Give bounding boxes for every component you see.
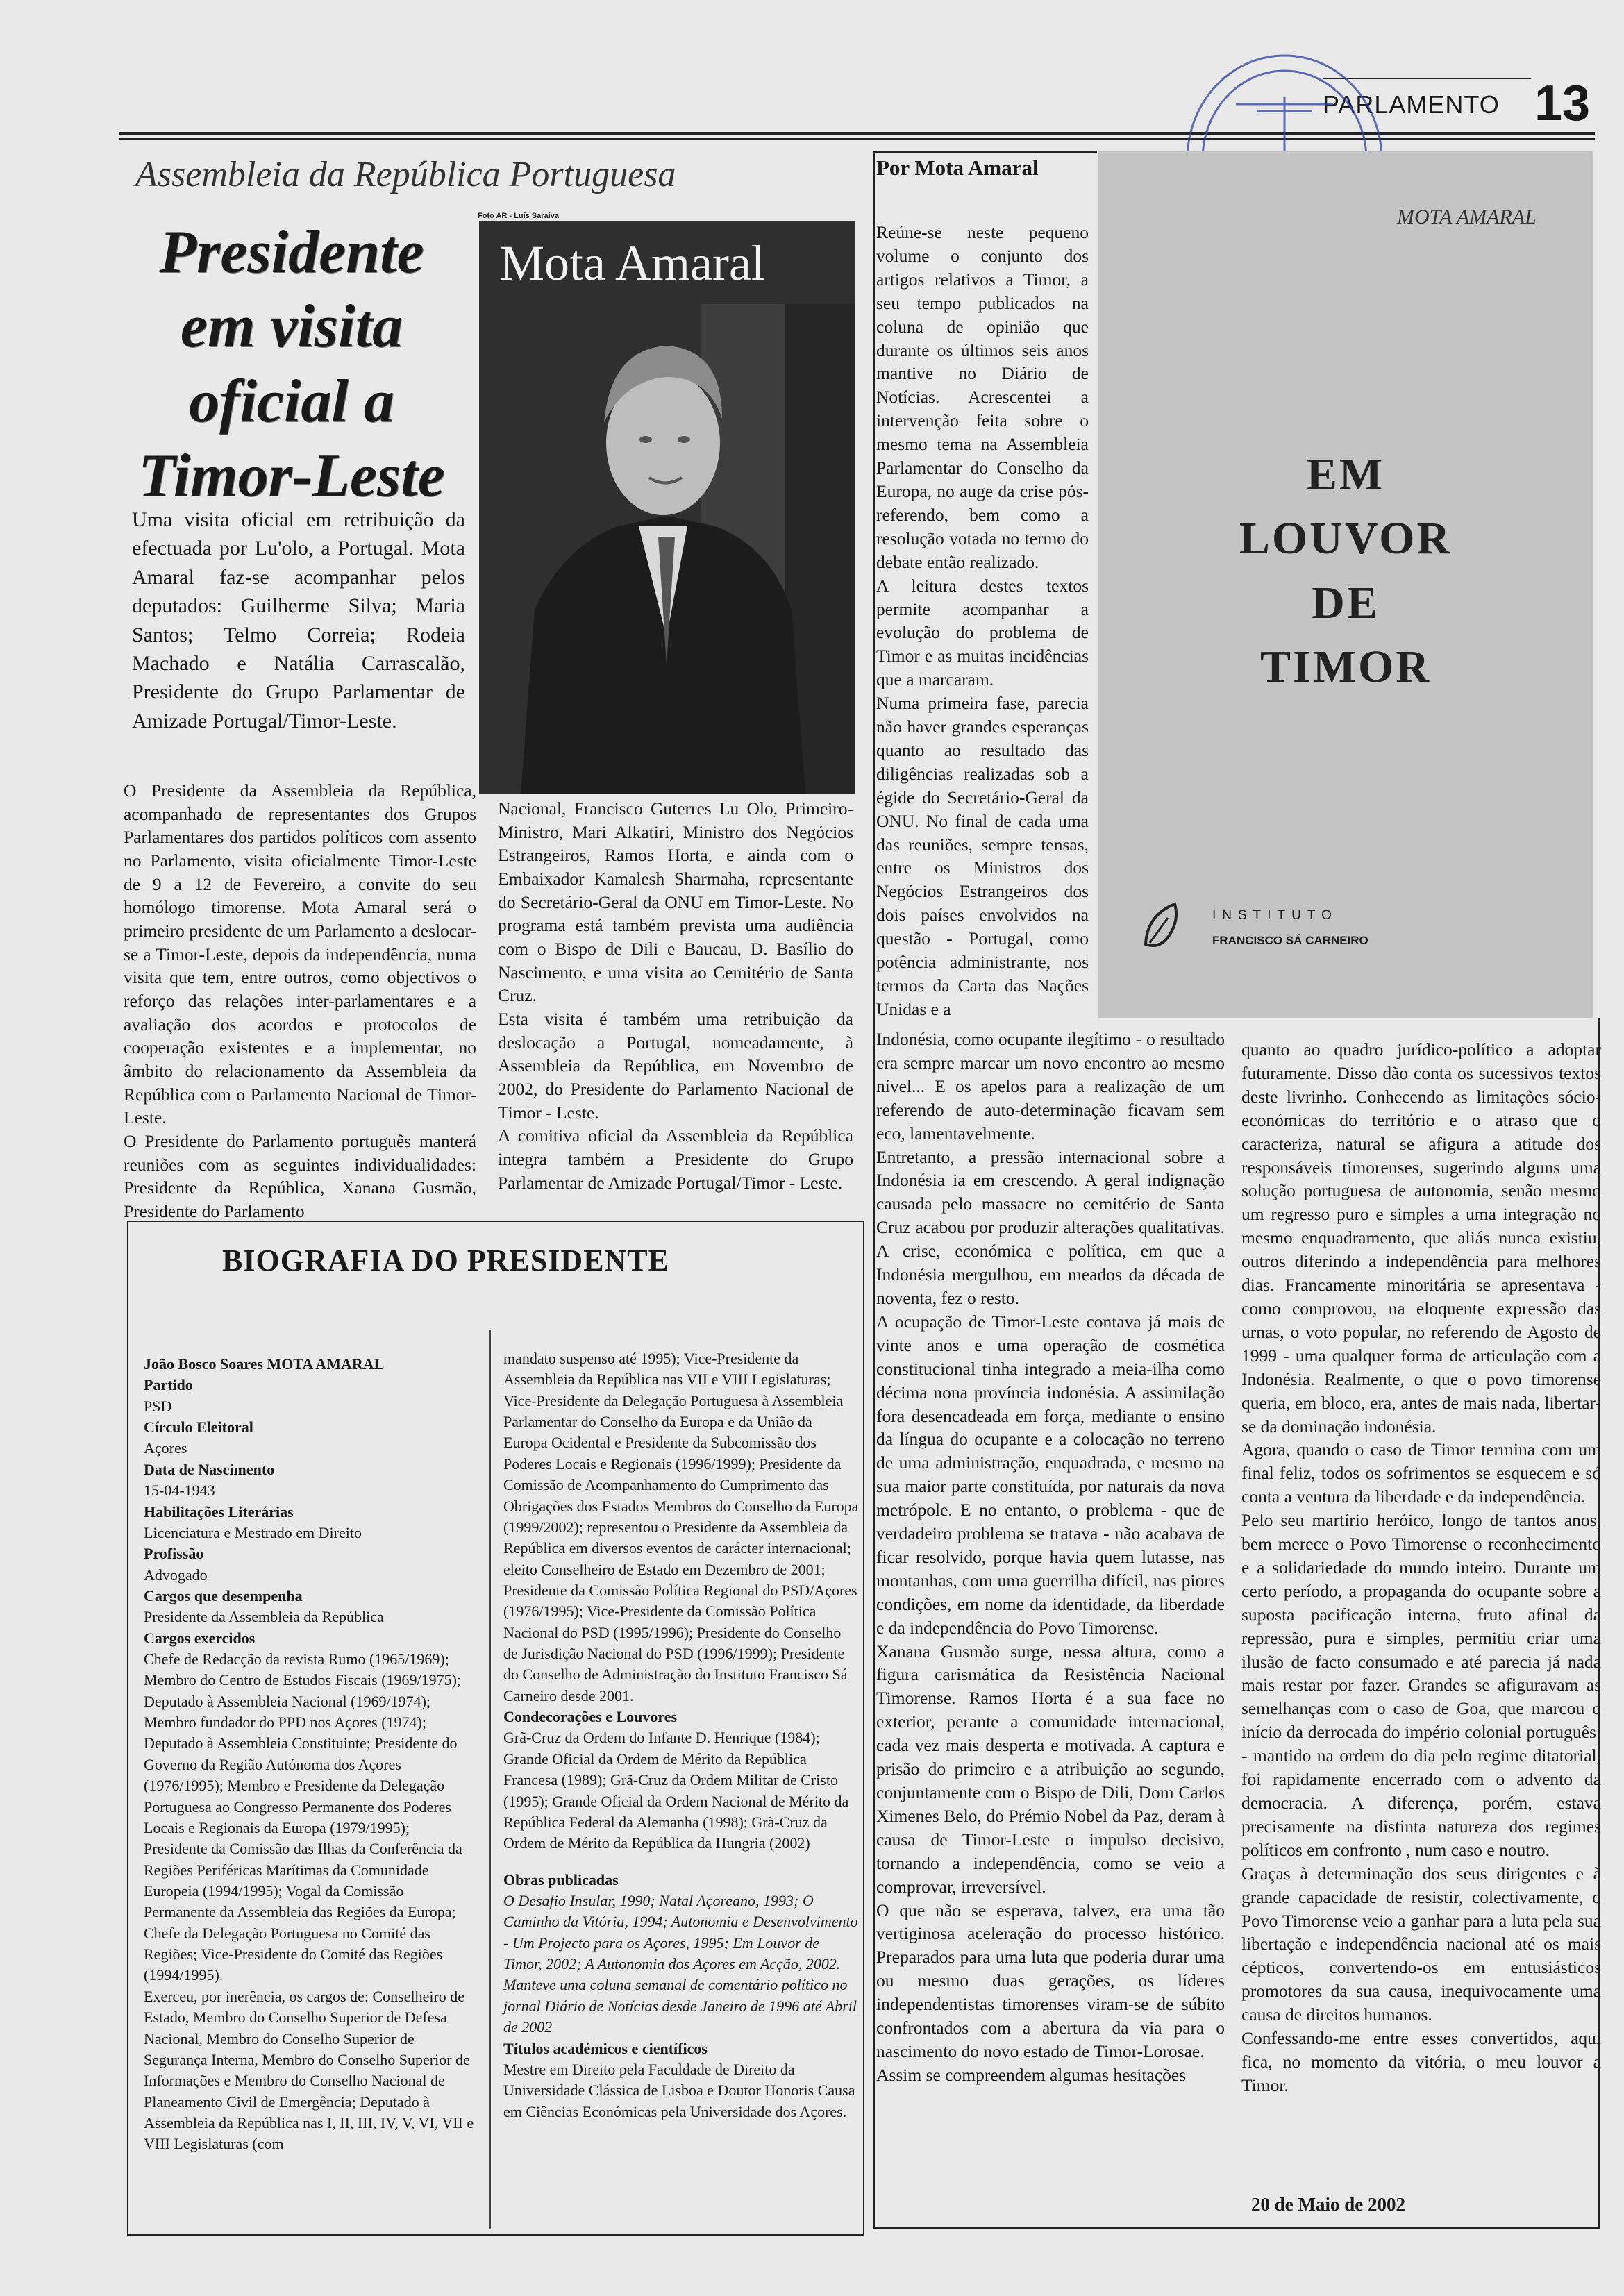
bio-label: Condecorações e Louvores — [503, 1708, 678, 1726]
book-title-line: EM — [1306, 449, 1385, 500]
paragraph: Esta visita é também uma retribuição da deslocação a Portugal, nomeadamente, à Assembleia da República, em Novembro de 2002, do Presidente do Parlamento Nacional de Timor - Leste. — [498, 1008, 853, 1123]
bio-label: Data de Nascimento — [144, 1460, 275, 1478]
bio-name: João Bosco Soares MOTA AMARAL — [144, 1355, 385, 1373]
bio-value: O Desafio Insular, 1990; Natal Açoreano, 1993; O Caminho da Vitória, 1994; Autonomia e Desenvolvimento - Um Projecto para os Açores, 1995; Em Louvor de Timor, 2002; A Autonomia dos Açores em Acção, 2002. Manteve uma coluna semanal de comentário político no jornal Diário de Notícias desde Janeiro de 1996 até Abril de 2002 — [503, 1891, 858, 2036]
publisher-name-line-2: FRANCISCO SÁ CARNEIRO — [1212, 934, 1368, 947]
bio-value: 15-04-1943 — [144, 1482, 215, 1500]
paragraph: Confessando-me entre esses convertidos, aqui fica, no momento da vitória, o meu louvor a Timor. — [1241, 2028, 1601, 2095]
headline-line: em visita — [180, 293, 403, 361]
opinion-bottom-rule — [873, 2227, 1599, 2229]
headline-line: oficial a — [189, 367, 394, 435]
paragraph: O Presidente do Parlamento português manterá reuniões com as seguintes individualidades: Presidente da República, Xanana Gusmão, Presidente do Parlamento — [124, 1130, 476, 1221]
biography-divider — [489, 1330, 491, 2229]
article-kicker: Assembleia da República Portuguesa — [135, 155, 676, 194]
bio-label: Cargos exercidos — [144, 1629, 256, 1647]
portrait-illustration — [479, 221, 855, 794]
bio-value: Mestre em Direito pela Faculdade de Direito da Universidade Clássica de Lisboa e Doutor Honoris Causa em Ciências Económicas pela Universidade dos Açores. — [503, 2060, 855, 2120]
publisher-logo-icon — [1140, 901, 1184, 957]
photo-title: Mota Amaral — [500, 235, 765, 291]
article-headline — [132, 215, 451, 513]
biography-title: BIOGRAFIA DO PRESIDENTE — [222, 1243, 670, 1277]
bio-value: Exerceu, por inerência, os cargos de: Conselheiro de Estado, Membro do Conselho Superior de Defesa Nacional, Membro do Conselho Superior de Segurança Interna, Membro do Conselho Superior de Informações e Membro do Conselho Nacional de Planeamento Civil de Emergência; Deputado à Assembleia da República nas I, II, III, IV, V, VI, VII e VIII Legislaturas (com — [144, 1987, 474, 2153]
photo-credit: Foto AR - Luís Saraiva — [478, 212, 559, 220]
paragraph: Pelo seu martírio heróico, longo de tantos anos, bem merece o Povo Timorense o reconhecimento e a solidariedade do mundo inteiro. Durante um certo período, a propaganda do ocupante sobre a suposta pacificação interna, fruto afinal da repressão, pura e simples, permitiu criar uma ilusão de facto consumado e até parecia já nada mais restar por fazer. Grandes se afiguravam as semelhanças com o caso de Goa, que marcou o início da derrocada do império colonial português: - mantido na ordem do dia pelo regime ditatorial, foi rapidamente encerrado com o advento da democracia. A diferença, porém, estava precisamente na distinta natureza dos regimes políticos em confronto , num caso e noutro. — [1241, 1510, 1601, 1860]
paragraph: quanto ao quadro jurídico-político a adoptar futuramente. Disso dão conta os sucessivos textos deste livrinho. Conhecendo as limitações sócio-económicas do território e o atraso que o caracteriza, natural se afigura a atitude dos responsáveis timorenses, sugerindo alguns uma solução portuguesa de autonomia, senão mesmo um regresso puro e simples a uma integração no mesmo enquadramento, que aliás nunca existiu, outros diferindo a independência para melhores dias. Francamente minoritária se apresentava - como comprovou, na eloquente expressão das urnas, o voto popular, no referendo de Agosto de 1999 - uma qualquer forma de articulação com a Indonésia. Realmente, o que o povo timorense queria, em bloco, era, antes de mais nada, libertar-se da dominação indonésia. — [1241, 1039, 1601, 1436]
paragraph: Graças à determinação dos seus dirigentes e à grande capacidade de resistir, colectivamente, o Povo Timorense veio a ganhar para a luta pela sua libertação e independência nacional até os mais cépticos, convertendo-os em entusiásticos promotores da sua causa, inequivocamente uma causa de direitos humanos. — [1241, 1863, 1601, 2025]
book-title-line: LOUVOR — [1239, 513, 1453, 564]
article-lead: Uma visita oficial em retribuição da efectuada por Lu'olo, a Portugal. Mota Amaral faz-se acompanhar pelos deputados: Guilherme Silva; Maria Santos; Telmo Correia; Rodeia Machado e Natália Carrascalão, Presidente do Grupo Parlamentar de Amizade Portugal/Timor-Leste. — [132, 508, 465, 732]
bio-value: PSD — [144, 1397, 172, 1415]
bio-label: Profissão — [144, 1545, 204, 1563]
paragraph: Indonésia, como ocupante ilegítimo - o resultado era sempre marcar um novo encontro ao mesmo nível... E os apelos para a realização de um referendo de auto-determinação ficavam sem eco, lamentavelmente. — [876, 1029, 1225, 1143]
book-cover-image — [1098, 151, 1593, 1018]
opinion-column-1-continued — [876, 1028, 1225, 2087]
bio-label: Habilitações Literárias — [144, 1502, 294, 1520]
bio-label: Cargos que desempenha — [144, 1586, 303, 1604]
bio-label: Obras publicadas — [503, 1870, 619, 1888]
book-title — [1098, 443, 1593, 700]
biography-column-1 — [144, 1354, 477, 2155]
headline-line: Timor-Leste — [138, 442, 445, 510]
article-body-column-1 — [124, 779, 476, 1223]
section-label: PARLAMENTO — [1323, 90, 1500, 119]
paragraph: A ocupação de Timor-Leste contava já mais de vinte anos e uma operação de cosmética constitucional tinha integrado a meia-ilha como décima nona província indonésia. A assimilação fora desencadeada em força, mediante o ensino da língua do ocupante e a colocação no terreno de uma administração, enquadrada, e mesmo na sua maior parte constituída, por naturais da nova metrópole. E no entanto, o problema - que de verdadeiro problema se tratava - não acabava de ficar resolvido, porque havia quem lutasse, nas montanhas, com uma guerrilha difícil, nas piores condições, em nome da identidade, da liberdade e da independência do Povo Timorense. — [876, 1311, 1225, 1638]
opinion-column-1 — [876, 221, 1089, 1021]
paragraph: O Presidente da Assembleia da República, acompanhado de representantes dos Grupos Parlamentares dos partidos políticos com assento no Parlamento, visita oficialmente Timor-Leste de 9 a 12 de Fevereiro, a convite do seu homólogo timorense. Mota Amaral será o primeiro presidente de um Parlamento a deslocar-se a Timor-Leste, depois da independência, numa visita que tem, entre outros, como objectivos o reforço das relações inter-parlamentares e a avaliação dos acordos e protocolos de cooperação existentes e a implementar, no âmbito do relacionamento da Assembleia da República com o Parlamento Nacional de Timor-Leste. — [124, 780, 476, 1128]
opinion-date: 20 de Maio de 2002 — [1251, 2194, 1405, 2215]
opinion-column-2 — [1241, 1038, 1601, 2097]
spacer — [503, 1854, 859, 1870]
paragraph: Xanana Gusmão surge, nessa altura, como a figura carismática da Resistência Nacional Timorense. Ramos Horta é a sua face no exterior, perante a comunidade internacional, cada vez mais desperta e motivada. A captura e prisão do primeiro e a atribuição ao segundo, conjuntamente com o Bispo de Dili, Dom Carlos Ximenes Belo, do Prémio Nobel da Paz, deram à causa de Timor-Leste o impulso decisivo, tornando a independência, como se veio a comprovar, irreversível. — [876, 1641, 1225, 1897]
paragraph: Numa primeira fase, parecia não haver grandes esperanças quanto ao resultado das diligências realizadas sob a égide do Secretário-Geral da ONU. No final de cada uma das reuniões, sempre tensas, entre os Ministros dos Negócios Estrangeiros dos dois países envolvidos na questão - Portugal, como potência administrante, nos termos da Carta das Nações Unidas e a — [876, 693, 1089, 1019]
bio-label: Títulos académicos e científicos — [503, 2039, 708, 2057]
book-title-line: TIMOR — [1260, 642, 1431, 693]
bio-value: mandato suspenso até 1995); Vice-Presidente da Assembleia da República nas VII e VIII Legislaturas; Vice-Presidente da Delegação Portuguesa à Assembleia Parlamentar do Conselho da Europa e da União da Europa Ocidental e Presidente da Subcomissão dos Poderes Locais e Regionais (1996/1999); Presidente da Comissão de Acompanhamento do Cumprimento das Obrigações dos Estados Membros do Conselho da Europa (1999/2002); representou o Presidente da Assembleia da República em diversos eventos de carácter internacional; eleito Conselheiro de Estado em Dezembro de 2001; Presidente da Comissão Política Regional do PSD/Açores (1976/1995); Vice-Presidente da Comissão Política Nacional do PSD (1995/1996); Presidente do Conselho de Jurisdição Nacional do PSD (1996/1999); Presidente do Conselho de Administração do Instituto Francisco Sá Carneiro desde 2001. — [503, 1350, 859, 1704]
biography-column-2 — [503, 1348, 859, 2122]
bio-label: Partido — [144, 1376, 193, 1394]
bio-value: Chefe de Redacção da revista Rumo (1965/1969); Membro do Centro de Estudos Fiscais (1969/1975); Deputado à Assembleia Nacional (1969/1974); Membro fundador do PPD nos Açores (1974); Deputado à Assembleia Constituinte; Presidente do Governo da Região Autónoma dos Açores (1976/1995); Membro e Presidente da Delegação Portuguesa ao Congresso Permanente dos Poderes Locais e Regionais da Europa (1979/1995); Presidente da Comissão das Ilhas da Conferência da Regiões Periféricas Marítimas da Comunidade Europeia (1994/1995); Vogal da Comissão Permanente da Assembleia das Regiões da Europa; Chefe da Delegação Portuguesa no Comité das Regiões; Vice-Presidente do Comité das Regiões (1994/1995). — [144, 1650, 462, 1984]
bio-value: Grã-Cruz da Ordem do Infante D. Henrique (1984); Grande Oficial da Ordem de Mérito da República Francesa (1989); Grã-Cruz da Ordem Militar de Cristo (1995); Grande Oficial da Ordem Nacional de Mérito da República Federal da Alemanha (1998); Grã-Cruz da Ordem de Mérito da República da Hungria (2002) — [503, 1729, 849, 1852]
page-number: 13 — [1534, 76, 1591, 131]
paragraph: Assim se compreendem algumas hesitações — [876, 2064, 1187, 2085]
paragraph: A comitiva oficial da Assembleia da República integra também a Presidente do Grupo Parlamentar de Amizade Portugal/Timor - Leste. — [498, 1125, 853, 1193]
bio-value: Presidente da Assembleia da República — [144, 1608, 384, 1626]
book-title-line: DE — [1312, 577, 1380, 628]
paragraph: Entretanto, a pressão internacional sobre a Indonésia ia em crescendo. A geral indignação causada pelo massacre no cemitério de Santa Cruz acabou por produzir alterações qualitativas. A crise, económica e política, em que a Indonésia mergulhou, em meados da década de noventa, fez o resto. — [876, 1146, 1225, 1308]
publisher-name-line-1: INSTITUTO — [1212, 908, 1338, 923]
biography-box — [127, 1221, 864, 2236]
headline-line: Presidente — [159, 219, 424, 286]
opinion-byline: Por Mota Amaral — [876, 156, 1039, 180]
paragraph: Agora, quando o caso de Timor termina com um final feliz, todos os sofrimentos se esquecem e só conta a ventura da liberdade e da independência. — [1241, 1439, 1601, 1507]
paragraph: Reúne-se neste pequeno volume o conjunto dos artigos relativos a Timor, a seu tempo publicados na coluna de opinião que durante os últimos seis anos mantive no Diário de Notícias. Acrescentei a intervenção feita sobre o mesmo tema na Assembleia Parlamentar do Conselho da Europa, no auge da crise pós-referendo, bem como a resolução votada no termo do debate então realizado. — [876, 222, 1089, 572]
bio-label: Círculo Eleitoral — [144, 1418, 253, 1436]
portrait-photo — [479, 221, 855, 794]
bio-value: Açores — [144, 1439, 187, 1457]
book-author: MOTA AMARAL — [1397, 206, 1537, 228]
bio-value: Advogado — [144, 1566, 208, 1584]
paragraph: A leitura destes textos permite acompanhar a evolução do problema de Timor e as muitas incidências que a marcaram. — [876, 575, 1089, 690]
paragraph: Nacional, Francisco Guterres Lu Olo, Primeiro-Ministro, Mari Alkatiri, Ministro dos Negócios Estrangeiros, Ramos Horta, e ainda com o Embaixador Kamalesh Sharmaha, representante do Secretário-Geral da ONU em Timor-Leste. No programa está também prevista uma audiência com o Bispo de Dili e Baucau, D. Basílio do Nascimento, e uma visita ao Cemitério de Santa Cruz. — [498, 798, 853, 1006]
bio-value: Licenciatura e Mestrado em Direito — [144, 1523, 362, 1541]
article-body-column-2 — [498, 797, 853, 1194]
paragraph: O que não se esperava, talvez, era uma tão vertiginosa aceleração do processo histórico. Preparados para uma luta que poderia durar uma ou mesmo duas gerações, os líderes independentistas timorenses viram-se de súbito confrontados com a abertura da via para o nascimento do novo estado de Timor-Lorosae. — [876, 1900, 1225, 2061]
